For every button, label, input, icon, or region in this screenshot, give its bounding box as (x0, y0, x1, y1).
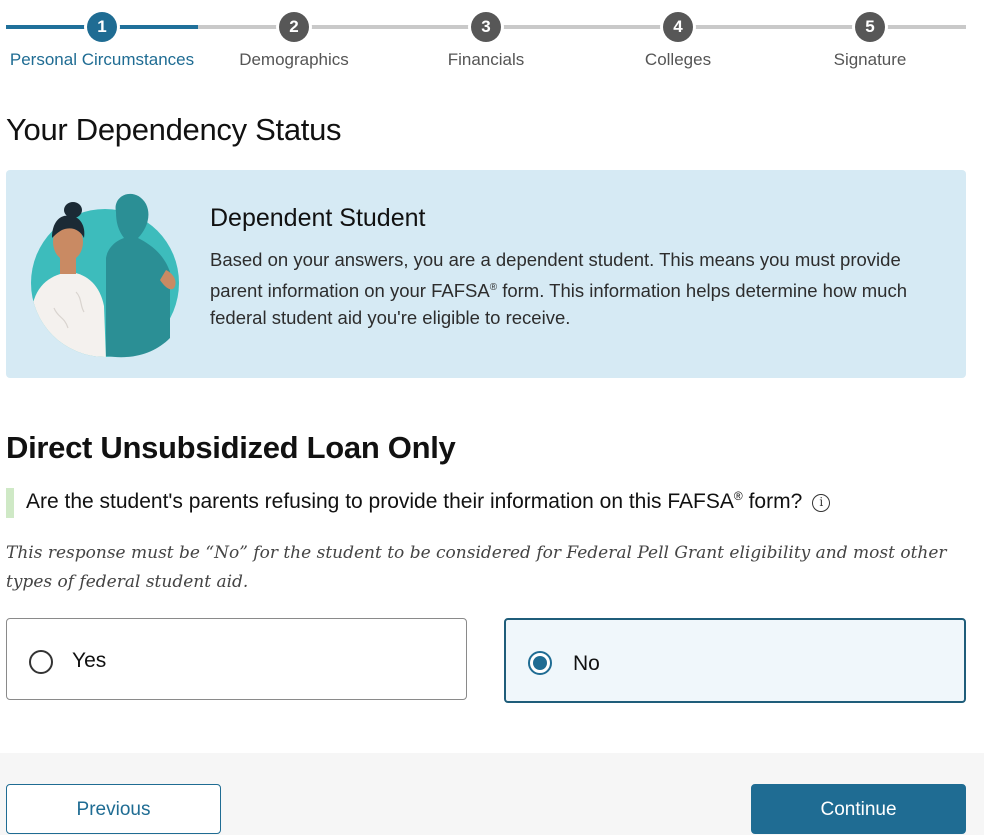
step-demographics[interactable] (198, 12, 390, 70)
dependency-status-card (6, 170, 966, 378)
registered-mark: ® (489, 281, 498, 293)
step-label: Personal Circumstances (9, 50, 195, 69)
step-label: Colleges (644, 50, 712, 69)
progress-stepper (6, 12, 966, 82)
radio-unselected-icon[interactable] (29, 650, 53, 674)
parent-refusal-question (26, 489, 830, 514)
previous-button[interactable]: Previous (6, 784, 221, 834)
option-label: No (573, 652, 600, 675)
description-text-continued: form. This information helps determine how much federal student aid you're eligible to receive. (210, 279, 907, 329)
step-label: Demographics (239, 50, 349, 69)
step-number: 2 (279, 12, 309, 42)
radio-selected-icon[interactable] (528, 651, 552, 675)
step-label: Signature (833, 50, 907, 69)
step-signature[interactable] (774, 12, 966, 70)
step-financials[interactable] (390, 12, 582, 70)
question-text: Are the student's parents refusing to provide their information on this FAFSA (26, 490, 734, 513)
step-number: 1 (87, 12, 117, 42)
step-personal-circumstances[interactable] (6, 12, 198, 70)
step-number: 3 (471, 12, 501, 42)
question-hint: This response must be “No” for the student to be considered for Federal Pell Grant eligibility and most other types of federal student aid. (6, 543, 947, 592)
description-text: Based on your answers, you are a dependent student. This means you must provide parent information on your FAFSA (210, 249, 901, 301)
registered-mark: ® (733, 489, 743, 503)
question-accent-bar (6, 488, 14, 518)
step-number: 4 (663, 12, 693, 42)
dependency-title: Dependent Student (210, 204, 426, 232)
question-text-end: form? (742, 490, 803, 513)
option-label: Yes (72, 649, 107, 672)
page-title: Your Dependency Status (6, 112, 342, 147)
continue-button[interactable]: Continue (751, 784, 966, 834)
step-colleges[interactable] (582, 12, 774, 70)
footer-nav (0, 753, 984, 835)
parent-and-student-illustration-icon (24, 188, 184, 360)
loan-section-title: Direct Unsubsidized Loan Only (6, 430, 456, 465)
option-yes[interactable] (6, 618, 467, 700)
step-number: 5 (855, 12, 885, 42)
step-label: Financials (447, 50, 525, 69)
option-no[interactable] (504, 618, 966, 703)
dependency-description (210, 246, 950, 332)
info-icon[interactable]: i (812, 494, 830, 512)
